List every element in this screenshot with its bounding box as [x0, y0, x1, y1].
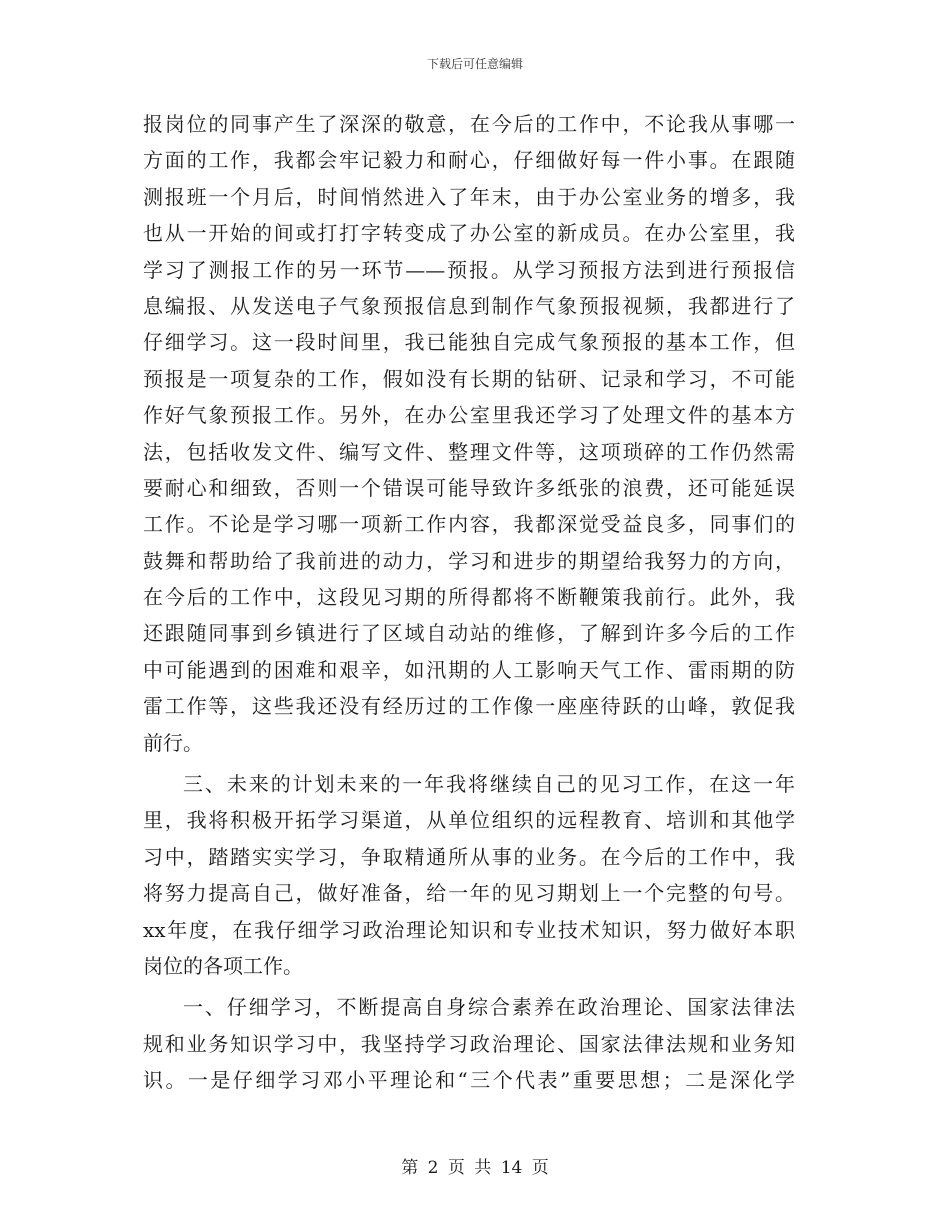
text-line: 中可能遇到的困难和艰辛，如汛期的人工影响天气工作、雷雨期的防 — [143, 657, 795, 682]
text-line: 预报是一项复杂的工作，假如没有长期的钻研、记录和学习，不可能 — [143, 366, 795, 391]
page-number-footer: 第 2 页 共 14 页 — [401, 1158, 549, 1178]
text-line: 习中，踏踏实实学习，争取精通所从事的业务。在今后的工作中，我 — [143, 844, 795, 869]
text-line: 测报班一个月后，时间悄然进入了年末，由于办公室业务的增多，我 — [143, 184, 795, 209]
paragraph-2 — [143, 766, 795, 984]
text-line: 仔细学习。这一段时间里，我已能独自完成气象预报的基本工作，但 — [143, 330, 795, 355]
paragraph-1 — [143, 106, 795, 761]
text-line: 三、未来的计划未来的一年我将继续自己的见习工作，在这一年 — [183, 772, 795, 797]
text-line: xx年度，在我仔细学习政治理论知识和专业技术知识，努力做好本职 — [143, 917, 795, 942]
text-line: 雷工作等，这些我还没有经历过的工作像一座座待跃的山峰，敦促我 — [143, 694, 795, 719]
page-header: 下载后可任意编辑 — [426, 57, 523, 71]
text-line: 法，包括收发文件、编写文件、整理文件等，这项琐碎的工作仍然需 — [143, 439, 795, 464]
text-line: 要耐心和细致，否则一个错误可能导致许多纸张的浪费，还可能延误 — [143, 475, 795, 500]
text-line: 鼓舞和帮助给了我前进的动力，学习和进步的期望给我努力的方向， — [143, 548, 795, 573]
text-line: 岗位的各项工作。 — [143, 953, 303, 978]
text-line: 作好气象预报工作。另外，在办公室里我还学习了处理文件的基本方 — [143, 403, 795, 428]
text-line: 将努力提高自己，做好准备，给一年的见习期划上一个完整的句号。 — [143, 881, 795, 906]
text-line: 学习了测报工作的另一环节——预报。从学习预报方法到进行预报信 — [143, 257, 795, 282]
text-line: 也从一开始的间或打打字转变成了办公室的新成员。在办公室里，我 — [143, 221, 795, 246]
text-line: 一、仔细学习，不断提高自身综合素养在政治理论、国家法律法 — [183, 995, 795, 1020]
text-line: 识。一是仔细学习邓小平理论和“三个代表”重要思想；二是深化学 — [143, 1068, 795, 1093]
text-line: 规和业务知识学习中，我坚持学习政治理论、国家法律法规和业务知 — [143, 1031, 795, 1056]
text-line: 前行。 — [143, 730, 203, 755]
text-line: 在今后的工作中，这段见习期的所得都将不断鞭策我前行。此外，我 — [143, 585, 795, 610]
text-line: 方面的工作，我都会牢记毅力和耐心，仔细做好每一件小事。在跟随 — [143, 148, 795, 173]
document-body — [143, 106, 795, 1099]
text-line: 报岗位的同事产生了深深的敬意，在今后的工作中，不论我从事哪一 — [143, 112, 795, 136]
text-line: 工作。不论是学习哪一项新工作内容，我都深觉受益良多，同事们的 — [143, 512, 795, 537]
text-line: 息编报、从发送电子气象预报信息到制作气象预报视频，我都进行了 — [143, 293, 795, 318]
text-line: 还跟随同事到乡镇进行了区域自动站的维修，了解到许多今后的工作 — [143, 621, 795, 646]
text-line: 里，我将积极开拓学习渠道，从单位组织的远程教育、培训和其他学 — [143, 808, 795, 833]
paragraph-3 — [143, 989, 795, 1098]
